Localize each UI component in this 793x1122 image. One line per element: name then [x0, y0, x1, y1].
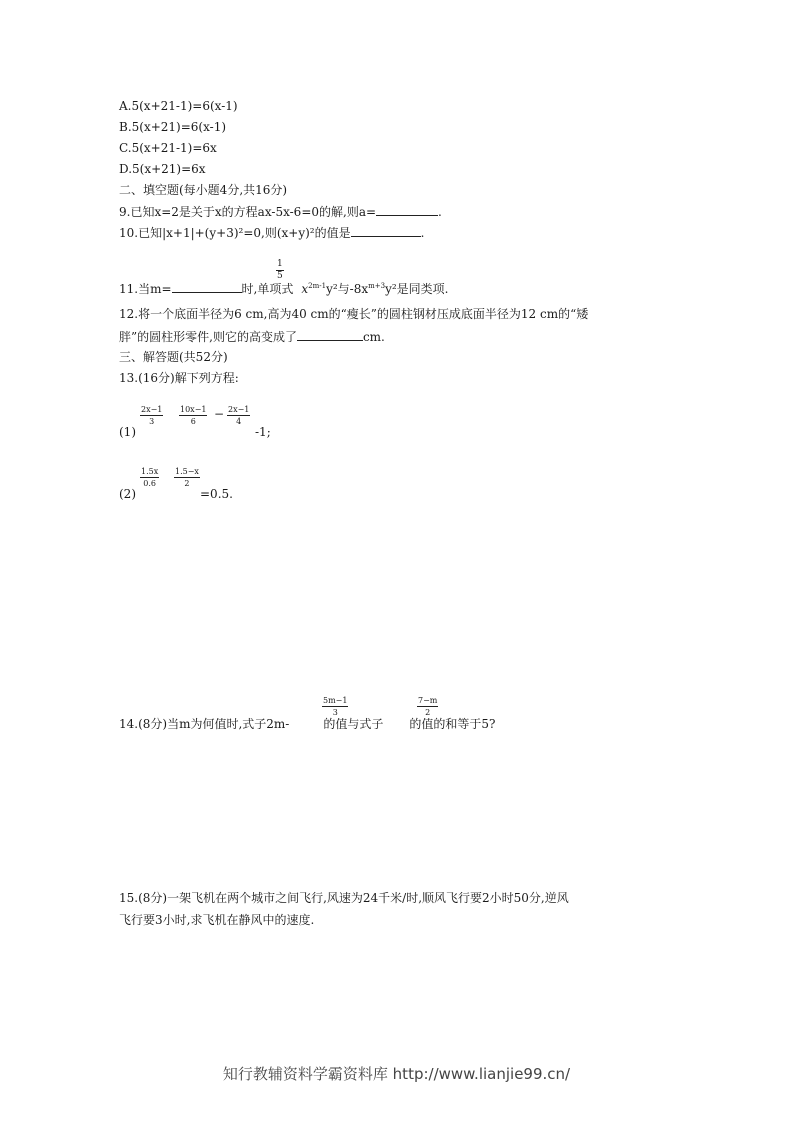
question-9: [119, 203, 442, 220]
q13-p2-f2-denominator: 2: [184, 479, 190, 488]
question-15-line-1: 15.(8分)一架飞机在两个城市之间飞行,风速为24千米/时,顺风飞行要2小时50分,逆风: [119, 891, 569, 905]
q13-p1-f2-denominator: 6: [190, 417, 196, 426]
question-14: [119, 716, 495, 732]
section-3-title: 三、解答题(共52分): [119, 350, 228, 364]
q11-coef-denominator: 5: [277, 271, 283, 281]
q14-fraction-1: [322, 696, 348, 717]
option-b: B.5(x+21)=6(x-1): [119, 120, 227, 134]
q13-p2-f1-numerator: 1.5x: [141, 467, 159, 476]
q11-coefficient-fraction: [276, 260, 284, 281]
q11-text: 11.当m=: [119, 282, 172, 296]
q11-exp1: 2m-1: [308, 282, 327, 290]
question-15-line-2: 飞行要3小时,求飞机在静风中的速度.: [119, 913, 315, 927]
q14-f2-denominator: 2: [425, 708, 431, 717]
q9-answer-blank[interactable]: [376, 203, 438, 216]
q9-end: .: [438, 205, 442, 219]
question-12-line-2: [119, 328, 385, 345]
option-d: D.5(x+21)=6x: [119, 162, 206, 176]
q13-p1-fraction-3: [227, 405, 250, 426]
q11-end: y²是同类项.: [385, 282, 449, 296]
option-a: A.5(x+21-1)=6(x-1): [119, 99, 238, 113]
q9-text: 9.已知x=2是关于x的方程ax-5x-6=0的解,则a=: [119, 205, 377, 219]
q13-p1-fraction-2: [179, 405, 207, 426]
q10-answer-blank[interactable]: [351, 224, 421, 237]
question-12-line-1: 12.将一个底面半径为6 cm,高为40 cm的“瘦长”的圆柱钢材压成底面半径为12 cm的“矮: [119, 307, 589, 321]
q11-answer-blank[interactable]: [172, 280, 242, 293]
q13-p2-tail: =0.5.: [200, 487, 233, 501]
question-13-title: 13.(16分)解下列方程:: [119, 371, 239, 385]
option-c: C.5(x+21-1)=6x: [119, 141, 217, 155]
q13-p2-f2-numerator: 1.5−x: [175, 467, 199, 476]
q13-p1-f1-denominator: 3: [149, 417, 155, 426]
q11-term1: x: [301, 282, 309, 296]
q13-p2-fraction-1: [140, 467, 159, 488]
q11-exp2: m+3: [368, 282, 386, 290]
section-2-title: 二、填空题(每小题4分,共16分): [119, 183, 288, 197]
q13-p2-fraction-2: [174, 467, 200, 488]
q14-f1-numerator: 5m−1: [323, 696, 348, 705]
q13-p1-f3-denominator: 4: [236, 417, 242, 426]
q13-p1-fraction-1: [140, 405, 163, 426]
footer-watermark: 知行教辅资料学霸资料库 http://www.lianjie99.cn/: [222, 1065, 571, 1083]
q14-end: 的值的和等于5?: [409, 717, 496, 731]
q11-coef-numerator: 1: [277, 259, 283, 269]
q13-part-2-label: (2): [119, 487, 136, 501]
question-11: [119, 278, 449, 297]
q13-p1-f3-numerator: 2x−1: [228, 405, 250, 414]
q12-answer-blank[interactable]: [297, 328, 363, 341]
q13-part-1-label: (1): [119, 425, 136, 439]
q13-p1-tail: -1;: [255, 425, 271, 439]
q13-p1-f1-numerator: 2x−1: [141, 405, 163, 414]
q14-f1-denominator: 3: [332, 708, 338, 717]
q13-p1-minus: −: [214, 407, 225, 421]
q11-y1: y²与-8x: [326, 282, 369, 296]
q14-middle: 的值与式子: [323, 717, 384, 731]
q10-text: 10.已知|x+1|+(y+3)²=0,则(x+y)²的值是: [119, 226, 351, 240]
q14-f2-numerator: 7−m: [418, 696, 438, 705]
q14-fraction-2: [417, 696, 438, 717]
q13-p2-f1-denominator: 0.6: [143, 479, 156, 488]
q11-middle: 时,单项式: [241, 282, 294, 296]
q13-p1-f2-numerator: 10x−1: [180, 405, 207, 414]
q12-text: 胖”的圆柱形零件,则它的高变成了: [119, 330, 297, 344]
q14-text: 14.(8分)当m为何值时,式子2m-: [119, 717, 290, 731]
q12-unit: cm.: [362, 330, 385, 344]
q10-end: .: [420, 226, 425, 240]
question-10: [119, 224, 424, 241]
